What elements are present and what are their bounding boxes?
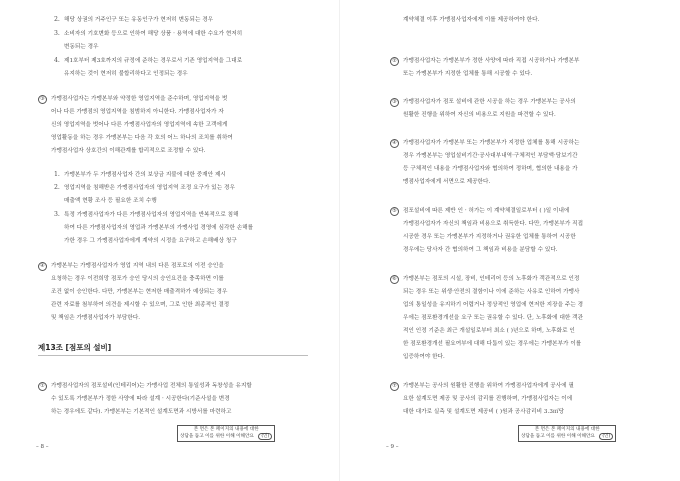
clause-text: 시공한 경우 또는 가맹본부가 지정하거나 권유한 업체를 통하여 시공한 (403, 234, 576, 240)
clause-number-6: ⑥ (390, 275, 399, 284)
clause-text: 점포설비에 따른 제반 인 · 허가는 이 계약체결일로부터 ( )일 이내에 (403, 208, 570, 214)
clause-text: 가맹점사업자는 가맹본부와 약정한 영업지역을 준수하며, 영업지역을 벗 (51, 96, 228, 102)
clause-text: 수 있도록 가맹본부가 정한 사양에 따라 설계 · 시공한다(기준사설을 변경 (51, 396, 230, 402)
seal-mark: (인) (258, 433, 272, 441)
list-number: 2. (54, 184, 60, 191)
clause-text: 요한 설계도면 제공 및 공사의 감리를 진행하며, 가맹점사업자는 이에 (403, 396, 573, 402)
clause-text: 업의 통일성을 유지하기 어렵거나 정상적인 영업에 현저한 지장을 주는 경 (403, 302, 584, 308)
footer-stamp-box (518, 425, 616, 442)
list-text: 해당 상권의 거주인구 또는 유동인구가 현저히 변동되는 경우 (64, 17, 214, 23)
clause-text: 되는 경우 또는 위생·안전의 결함이나 이에 준하는 사유로 인하여 가맹사 (403, 289, 580, 295)
list-text: 유지하는 것이 현저히 불합리하다고 인정되는 경우 (64, 71, 188, 77)
stamp-line: 본 면은 본 페이지의 내용에 대한 (534, 427, 600, 432)
stamp-line: 상담을 돕고 이를 위한 이해 이해안요 (521, 433, 595, 439)
clause-text: 영업활동을 하는 경우 가맹본부는 다음 각 호의 어느 하나의 조치를 취하여 (51, 135, 233, 141)
clause-text: 대한 대가로 실측 및 설계도면 제공비 ( )원과 공사감리비 3.3㎡당 (403, 409, 565, 415)
clause-text: 조건 없이 승인한다. 다만, 가맹본부는 현저한 매출격하가 예상되는 경우 (51, 289, 228, 295)
clause-text: 가맹점사업자가 가맹본부 또는 가맹본부가 지정한 업체를 통해 시공하는 (403, 140, 580, 146)
clause-text: 가맹점사업자가 점포 설비에 관한 시공을 하는 경우 가맹본부는 공사의 (403, 99, 576, 105)
clause-text: 적인 인정 기준은 최근 개설일로부터 최소 ( )년으로 하며, 노후화로 인 (403, 328, 575, 334)
page-number: – 9 – (386, 444, 399, 450)
stamp-line: 본 면은 본 페이지의 내용에 대한 (193, 427, 259, 432)
clause-text: 한 점포환경개선 필요여부에 대해 다툼이 있는 경우에는 가맹본부가 이를 (403, 341, 582, 347)
footer-stamp-box (177, 425, 275, 442)
stamp-line: 상담을 돕고 이를 위한 이해 이해안요 (180, 433, 254, 439)
clause-text: 신의 영업지역을 벗어나 다른 가맹점사업자의 영업지역에 속한 고객에게 (51, 122, 228, 128)
clause-text: 등 구체적인 내용을 가맹점사업자와 협의하여 정하며, 협의한 내용을 가 (403, 166, 578, 172)
list-text: 매출액 현황 조사 등 필요한 조치 수행 (64, 198, 157, 204)
list-number: 2. (54, 16, 60, 23)
article-heading: 제13조 [점포의 설비] (38, 343, 112, 352)
list-number: 3. (54, 30, 60, 37)
clause-text: 가맹본부는 점포의 시설, 장비, 인테리어 등의 노후화가 객관적으로 인정 (403, 276, 580, 282)
clause-text: 경우에는 당사자 간 협의하여 그 책임과 비용을 분담할 수 있다. (403, 247, 558, 253)
right-page (340, 0, 680, 481)
list-text: 특정 가맹점사업자가 다른 가맹점사업자의 영업지역을 반복적으로 침해 (64, 212, 239, 218)
clause-number-4: ④ (390, 139, 399, 148)
clause-number-3: ③ (38, 95, 47, 104)
list-text: 영업지역을 침해받은 가맹점사업자의 영업지역 조정 요구가 있는 경우 (64, 185, 235, 191)
clause-text: 하는 경우에도 같다). 가맹본부는 기본적인 설계도면과 시방서를 마련하고 (51, 409, 232, 415)
clause-text: 가맹본부는 가맹점사업자가 영업 지역 내의 다른 점포로의 이전 승인을 (51, 263, 224, 269)
clause-text: 가맹점사업자의 점포설비(인테리어)는 가맹사업 전체의 통일성과 독창성을 유지할 (51, 383, 252, 389)
list-text: 가한 경우 그 가맹점사업자에게 계약의 시정을 요구하고 손해배상 청구 (64, 238, 237, 244)
clause-number-7: ⑦ (390, 382, 399, 391)
clause-number-2: ② (390, 57, 399, 66)
clause-text: 가맹점사업자가 자신의 책임과 비용으로 취득한다. 다만, 가맹본부가 직접 (403, 221, 584, 227)
list-number: 3. (54, 211, 60, 218)
heading-rule (38, 355, 308, 356)
list-text: 제1호부터 제3호까지의 규정에 준하는 경우로서 기존 영업지역을 그대로 (64, 58, 243, 64)
clause-text: 입증하여야 한다. (403, 354, 445, 360)
list-number: 1. (54, 171, 60, 178)
clause-text: 및 책임은 가맹점사업자가 부담한다. (51, 315, 141, 321)
clause-number-3: ③ (390, 98, 399, 107)
clause-text: 또는 가맹본부가 지정한 업체를 통해 시공할 수 있다. (403, 71, 533, 77)
page-number: – 8 – (36, 444, 49, 450)
clause-text: 요청하는 경우 이전희망 점포가 승인 당시의 승인요건을 충족하면 이를 (51, 276, 224, 282)
clause-number-4: ④ (38, 262, 47, 271)
list-text: 하여 다른 가맹점사업자의 영업과 가맹본부의 가맹사업 경영에 심각한 손해를 (64, 225, 254, 231)
clause-text: 어나 다른 가맹점의 영업지역을 침범하지 아니한다. 가맹점사업자가 자 (51, 109, 224, 115)
clause-number-1: ① (38, 382, 47, 391)
clause-text: 원활한 진행을 위하여 자신의 비용으로 지원을 파견할 수 있다. (403, 112, 556, 118)
continued-text: 계약체결 이후 가맹점사업자에게 이를 제공하여야 한다. (403, 17, 540, 23)
clause-number-5: ⑤ (390, 207, 399, 216)
list-number: 4. (54, 57, 60, 64)
clause-text: 맹점사업자에게 서면으로 제공한다. (403, 179, 491, 185)
clause-text: 경우 가맹본부는 영업설비기간·공사대부내역·구체적인 부담액·담보기간 (403, 153, 578, 159)
clause-text: 관련 자료를 첨부하여 의견을 제시할 수 있으며, 그로 인한 최종적인 결정 (51, 302, 230, 308)
list-text: 소비자의 기호변화 등으로 인하여 해당 상품 · 용역에 대한 수요가 현저히 (64, 31, 243, 37)
seal-mark: (인) (599, 433, 613, 441)
list-text: 가맹본부가 두 가맹점사업자 간의 보상금 지불에 대한 중재안 제시 (64, 172, 226, 178)
clause-text: 우에는 점포환경개선을 요구 또는 권유할 수 있다. 단, 노후화에 대한 객관 (403, 315, 584, 321)
list-text: 변동되는 경우 (64, 44, 99, 50)
clause-text: 가맹본부는 공사의 원활한 진행을 위하여 가맹점사업자에게 공사에 필 (403, 383, 574, 389)
clause-text: 가맹점사업자 상호간의 이해관계를 합리적으로 조정할 수 있다. (51, 148, 206, 154)
clause-text: 가맹점사업자는 가맹본부가 정한 사양에 따라 직접 시공하거나 가맹본부 (403, 58, 580, 64)
